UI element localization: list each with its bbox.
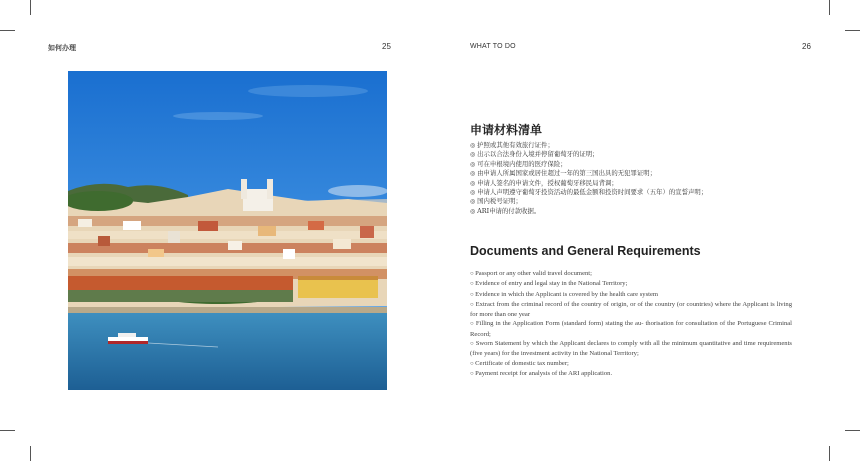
right-page-number: 26 [802,42,811,51]
right-page-header: WHAT TO DO [470,43,516,50]
crop-mark [829,0,830,15]
list-item: ○ Certificate of domestic tax number; [470,359,792,369]
crop-mark [845,30,860,31]
english-section-title: Documents and General Requirements [470,244,701,258]
chinese-requirements-list [470,141,800,216]
list-item: ◎ 由申请人所属国家或居住超过一年的第三国出具的无犯罪证明； [470,169,800,178]
list-item: ◎ 出示以合法身份入境并停留葡萄牙的证明； [470,150,800,159]
list-item: ○ Extract from the criminal record of the country of origin, or of the country (or countries) where the Applicant is living for more than one year [470,300,792,320]
list-item: ◎ 国内税号证明； [470,197,800,206]
list-item: ◎ 可在申根境内使用的医疗保险； [470,160,800,169]
list-item: ◎ 申请人声明遵守葡萄牙投资活动的最低金额和投资时间要求（五年）的宣誓声明； [470,188,800,197]
list-item: ○ Evidence in which the Applicant is covered by the health care system [470,290,792,300]
list-item: ○ Sworn Statement by which the Applicant declares to comply with all the minimum quantitative and time requirements (five years) for the investment activity in the National Territory; [470,339,792,359]
crop-mark [30,446,31,461]
crop-mark [0,430,15,431]
english-requirements-list [470,269,792,379]
left-page-header: 如何办理 [48,44,76,52]
left-page-number: 25 [382,42,391,51]
crop-mark [829,446,830,461]
crop-mark [30,0,31,15]
list-item: ◎ 护照或其他有效旅行证件； [470,141,800,150]
list-item: ○ Evidence of entry and legal stay in the National Territory; [470,279,792,289]
list-item: ○ Passport or any other valid travel document; [470,269,792,279]
list-item: ◎ 申请人签名的申请文件，授权葡萄牙移民局背调； [470,179,800,188]
list-item: ○ Filling in the Application Form (standard form) stating the au- thorisation for consultation of the Portuguese Criminal Record; [470,319,792,339]
chinese-section-title: 申请材料清单 [470,123,543,137]
crop-mark [845,430,860,431]
list-item: ○ Payment receipt for analysis of the ARI application. [470,369,792,379]
lisbon-cityscape-photo [68,71,387,390]
crop-mark [0,30,15,31]
list-item: ◎ ARI申请的付款收据。 [470,207,800,216]
